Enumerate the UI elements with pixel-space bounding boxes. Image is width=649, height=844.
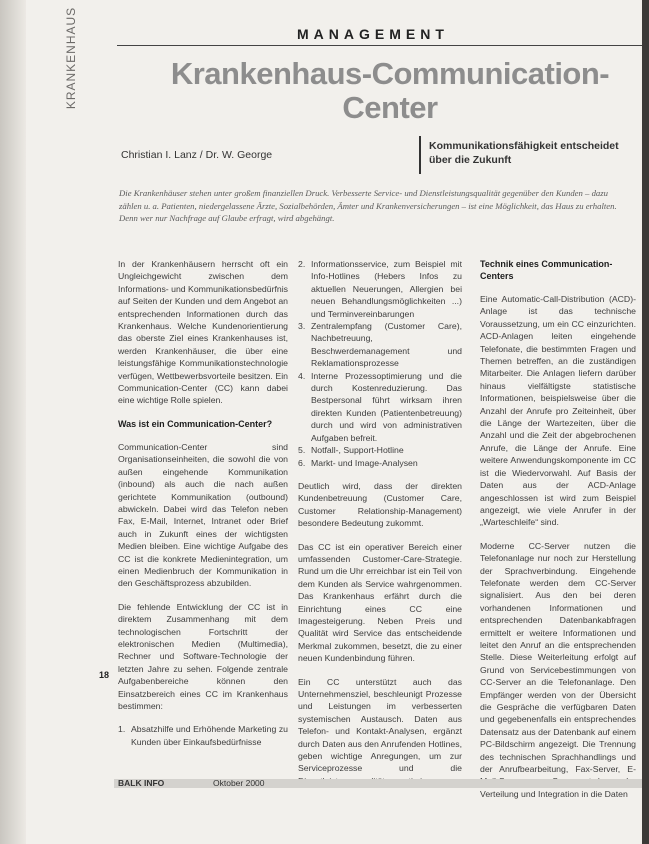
article-intro: Die Krankenhäuser stehen unter großem finanziellen Druck. Verbesserte Service- und Dienstleistungsqualität gegenüber den Kunden – dazu zählen u. a. Patienten, niedergelassene Ärzte, Sozialbehörden, Ämter und Krankenversicherungen – ist eine Möglichkeit, das Haus zu erhalten. Denn wer nur Nachfrage auf Glaube erfragt, wird abgehängt. bbox=[119, 188, 617, 224]
page-number: 18 bbox=[99, 670, 110, 680]
side-category-label: KRANKENHAUS bbox=[64, 6, 78, 110]
list-item bbox=[298, 444, 462, 456]
body-paragraph: Ein CC unterstützt auch das Unternehmensziel, beschleunigt Prozesse und Leistungen im verbesserten systemischen Austausch. Daten aus Telefon- und Kontakt-Analysen, ergänzt durch Daten aus den Anrufenden Hotlines, geben wichtige Anregungen, um zur Serviceprozesse und die bbox=[298, 676, 462, 774]
list-item bbox=[298, 370, 462, 444]
body-paragraph: Deutlich wird, dass der direkten Kundenbetreuung (Customer Care, Customer Relationship-Management) besondere Bedeutung zukommt. bbox=[298, 480, 462, 529]
article-tagline bbox=[429, 139, 619, 167]
article-title-line-2: Center bbox=[342, 90, 438, 125]
text-column-3 bbox=[480, 258, 636, 811]
footer-publication: BALK INFO bbox=[118, 778, 165, 788]
list-text: Informationsservice, zum Beispiel mit Info-Hotlines (Hebers Infos zu aktuellen Neuerungen, Allergien bei neuen Behandlungsmöglichkeiten ...) und Terminvereinbarungen bbox=[311, 259, 462, 319]
list-text: Interne Prozessoptimierung und die durch Kostenreduzierung. Das Bestpersonal führt wirksam ihren direkten Kunden (Patientenbetreuung) durch und wird von administrativen Aufgaben befreit. bbox=[311, 370, 462, 443]
list-text: Absatzhilfe und Erhöhende Marketing zu Kunden über Einkaufsbedürfnisse bbox=[131, 724, 288, 747]
body-paragraph: Eine Automatic-Call-Distribution (ACD)-Anlage ist das technische Voraussetzung, um ein CC einzurichten. ACD-Anlagen leiten eingehende Telefonate, die bestimmten Fragen und Themen betreffen, an die zuständigen Mitarbeiter. Die Anlagen liefern darüber hinaus vielfältigste statistische Informationen, beispielsweise über die Anzahl der Anrufe pro Zeiteinheit, über die Länge der Wartezeiten, über die Anzahl und die Zeit der abgebrochenen Anrufe, die Länge der Anrufe. Eine weitere Anwendungskomponente im CC ist die Wiedervorwahl. Auf Basis der Daten aus der ACD-Anlage angeschlossen ist wird zum Beispiel angezeigt, wie viele Anrufer in der „Warteschleife“ sind. bbox=[480, 294, 636, 528]
section-heading: MANAGEMENT bbox=[297, 26, 449, 42]
body-paragraph: Die fehlende Entwicklung der CC ist in direktem Zusammenhang mit dem technologischen Fortschritt der elektronischen Medien (Multimedia), Rechner und Software-Technologie der letzten Jahre zu sehen. Folgende zentrale Aufgabenbereiche können den Einsatzbereich eines CC im Krankenhaus bestimmen: bbox=[118, 601, 288, 711]
list-number: 5. bbox=[298, 445, 306, 456]
list-text: Markt- und Image-Analysen bbox=[311, 457, 418, 468]
tagline-line-2: über die Zukunft bbox=[429, 154, 512, 166]
footer-bar bbox=[114, 779, 644, 788]
body-paragraph: Moderne CC-Server nutzen die Telefonanlage nur noch zur Herstellung der Sprachverbindung. Eingehende Telefonate werden dem CC-Server signalisiert. Aus den bei deren vorhandenen Informationen und entsprechenden Datenbankabfragen ermittelt er weitere Informationen und leitet den Anruf an die entsprechenden Stelle. Diese Weiterleitung erfolgt auf Grund von Servicebestimmungen von CC-Server an die Telefonanlage. Den Empfänger werden von der Übersicht die Gespräche die verfügbaren Daten und gegebenenfalls ein entsprechendes Datensatz aus der Datenbank auf einem PC-Bildschirm angezeigt. Die Trennung des technischen Sprachhandlings und der Anrufbearbeitung, Fax-Server, E- Verteilung und Integration in die Daten bbox=[480, 540, 636, 799]
list-item bbox=[298, 258, 462, 320]
binding-shadow bbox=[0, 0, 26, 844]
body-paragraph: In der Krankenhäusern herrscht oft ein Ungleichgewicht zwischen dem Informations- und Kommunikationsbedürfnis auf Seiten der Kunden und dem Angebot an entsprechenden Informationen durch das Krankenhaus. Welche Kundenorientierung das oberste Ziel eines Krankenhauses ist, werden Krankenhäuser, die über eine leistungsfähige Kommunikationstechnologie verfügen, Wettbewerbsvorteile besitzen. Ein Communication-Center (CC) kann dabei eine wichtige Rolle spielen. bbox=[118, 259, 288, 406]
scan-edge bbox=[642, 0, 649, 844]
list-item bbox=[118, 723, 288, 748]
list-number: 4. bbox=[298, 370, 306, 381]
article-title-line-1: Krankenhaus-Communication- bbox=[170, 56, 610, 91]
section-rule bbox=[117, 45, 645, 46]
tagline-line-1: Kommunikationsfähigkeit entscheidet bbox=[429, 140, 619, 152]
list-item bbox=[298, 457, 462, 469]
task-list bbox=[118, 723, 288, 748]
list-number: 2. bbox=[298, 259, 306, 269]
body-paragraph: Das CC ist ein operativer Bereich einer umfassenden Customer-Care-Strategie. Rund um die Uhr erreichbar ist ein Teil von dem Kunden als Service wahrgenommen. Das Krankenhaus erfährt durch die Einrichtung eines CC eine Imagesteigerung. Neben Preis und Qualität wird Service das entscheidende Merkmal zukommen, besetzt, die zu einer neuen Kundenbindung führen. bbox=[298, 541, 463, 664]
list-number: 1. bbox=[118, 724, 126, 735]
list-text: Notfall-, Support-Hotline bbox=[311, 445, 404, 456]
subheading: Was ist ein Communication-Center? bbox=[118, 418, 273, 429]
subheading: Technik eines Communication-Centers bbox=[480, 259, 613, 281]
task-list bbox=[298, 258, 462, 469]
list-item bbox=[298, 320, 462, 370]
list-number: 6. bbox=[298, 457, 306, 468]
body-paragraph: Communication-Center sind Organisationseinheiten, die sowohl die von außen eingehende Kommunikation (inbound) als auch die nach außen gerichtete Kommunikation (outbound) abwickeln. Dabei wird das Telefon neben Fax, E-Mail, Internet, Intranet oder Brief auch in Zukunft eines der wichtigsten Medien bleiben. Eine wichtige Aufgabe des CC ist die konkrete Medienintegration, um einen Medienbruch der Kommunikation in den Geschäftsprozess abzubilden. bbox=[118, 441, 288, 589]
list-number: 3. bbox=[298, 321, 306, 332]
text-column-2 bbox=[298, 258, 462, 798]
footer-date: Oktober 2000 bbox=[213, 778, 265, 788]
text-column-1 bbox=[118, 258, 288, 748]
list-text: Zentralempfang (Customer Care), Nachbetreuung, Beschwerdemanagement und Reklamationsprozesse bbox=[311, 321, 462, 369]
article-authors: Christian I. Lanz / Dr. W. George bbox=[121, 149, 273, 161]
